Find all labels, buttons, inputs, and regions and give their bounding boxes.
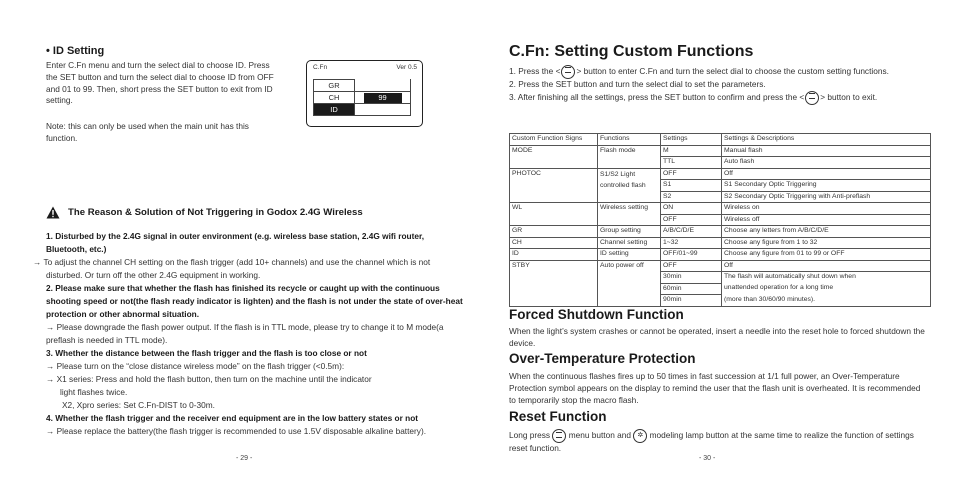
- table-cell-function: Auto power off: [598, 260, 661, 306]
- table-header-row: [510, 134, 931, 146]
- screen-version: Ver 0.5: [396, 64, 417, 71]
- table-cell-setting: 60min: [661, 283, 722, 295]
- table-cell-setting: 30min: [661, 272, 722, 284]
- table-cell-description: The flash will automatically shut down when: [722, 272, 931, 284]
- cfn-step-1-b: > button to enter C.Fn and turn the select dial to choose the custom setting functions.: [576, 66, 889, 77]
- reason-1-text: → To adjust the channel CH setting on the flash trigger (add 10+ channels) and use the channel which is not disturbed. Or turn off the other 2.4G equipment in working.: [33, 257, 431, 280]
- reason-3-text-1: → Please turn on the “close distance wireless mode” on the flash trigger (<0.5m):: [46, 361, 345, 371]
- lcd-screen-illustration: [306, 60, 423, 127]
- warning-triangle-icon: [46, 206, 60, 219]
- reason-3-title: 3. Whether the distance between the flash trigger and the flash is too close or not: [46, 348, 367, 358]
- screen-label-ch: CH: [314, 92, 355, 104]
- page-number-left: - 29 -: [236, 455, 253, 462]
- table-cell-sign: GR: [510, 226, 598, 238]
- table-row: [510, 145, 931, 157]
- warning-heading: [46, 206, 363, 219]
- forced-shutdown-title: Forced Shutdown Function: [509, 307, 684, 322]
- cfn-step-3-b: > button to exit.: [820, 91, 878, 102]
- table-cell-description: Off: [722, 168, 931, 180]
- table-row: [510, 237, 931, 249]
- table-cell-description: Auto flash: [722, 157, 931, 169]
- table-cell-setting: OFF: [661, 214, 722, 226]
- cfn-step-3: [509, 91, 929, 105]
- table-cell-setting: S1: [661, 180, 722, 192]
- table-cell-sign: MODE: [510, 145, 598, 168]
- cfn-instructions: [509, 65, 929, 105]
- screen-value-ch: [355, 92, 411, 104]
- custom-function-table: [509, 133, 931, 307]
- screen-label-gr: GR: [314, 80, 355, 92]
- table-cell-function: Wireless setting: [598, 203, 661, 226]
- table-cell-setting: 90min: [661, 295, 722, 307]
- table-cell-setting: M: [661, 145, 722, 157]
- table-cell-setting: A/B/C/D/E: [661, 226, 722, 238]
- table-cell-function: Group setting: [598, 226, 661, 238]
- table-row: [510, 226, 931, 238]
- reset-function-body: [509, 429, 929, 455]
- screen-value-gr: [355, 80, 411, 92]
- screen-value-id: [355, 104, 411, 116]
- menu-button-icon: [561, 65, 575, 79]
- table-cell-setting: 1~32: [661, 237, 722, 249]
- table-header-cell: Settings & Descriptions: [722, 134, 931, 146]
- table-cell-description: S2 Secondary Optic Triggering with Anti-preflash: [722, 191, 931, 203]
- reason-2-text: → Please downgrade the flash power output. If the flash is in TTL mode, please try to change it to M mode(a preflash is needed in TTL mode).: [46, 322, 444, 345]
- cfn-title: C.Fn: Setting Custom Functions: [509, 43, 754, 60]
- table-cell-function: S1/S2 Light controlled flash: [598, 168, 661, 203]
- table-cell-setting: TTL: [661, 157, 722, 169]
- id-setting-title: • ID Setting: [46, 45, 105, 57]
- id-setting-note: Note: this can only be used when the main unit has this function.: [46, 121, 249, 143]
- table-cell-function: ID setting: [598, 249, 661, 261]
- table-row: [510, 249, 931, 261]
- table-cell-description: (more than 30/60/90 minutes).: [722, 295, 931, 307]
- menu-button-icon: [805, 91, 819, 105]
- cfn-step-1-a: 1. Press the <: [509, 66, 561, 77]
- reasons-list: [33, 230, 466, 438]
- right-page: [477, 0, 954, 491]
- screen-menu: [313, 79, 411, 116]
- table-header-cell: Settings: [661, 134, 722, 146]
- table-cell-sign: STBY: [510, 260, 598, 306]
- reset-function-title: Reset Function: [509, 409, 607, 424]
- reason-3-text-2: → X1 series: Press and hold the flash button, then turn on the machine until the indicator: [46, 374, 372, 384]
- over-temperature-body: When the continuous flashes fires up to 50 times in fast succession at 1/1 full power, an Over-Temperature Protection symbol appears on the display to remind the user that the flash unit is overheated. It is recommended to temporarily stop the macro flash.: [509, 371, 921, 405]
- screen-label-id: ID: [314, 104, 355, 116]
- reason-3-text-3: light flashes twice.: [60, 387, 128, 397]
- cfn-step-3-a: 3. After finishing all the settings, press the SET button to confirm and press the <: [509, 91, 805, 102]
- table-cell-description: Choose any letters from A/B/C/D/E: [722, 226, 931, 238]
- cfn-step-2: 2. Press the SET button and turn the select dial to set the parameters.: [509, 79, 766, 89]
- table-cell-sign: WL: [510, 203, 598, 226]
- table-cell-description: S1 Secondary Optic Triggering: [722, 180, 931, 192]
- reset-text-b: menu button and: [568, 430, 631, 441]
- table-cell-sign: ID: [510, 249, 598, 261]
- menu-button-icon: [552, 429, 566, 443]
- table-cell-description: Manual flash: [722, 145, 931, 157]
- warning-title: The Reason & Solution of Not Triggering in Godox 2.4G Wireless: [68, 207, 363, 218]
- screen-row-ch: [314, 92, 411, 104]
- table-row: [510, 168, 931, 180]
- id-setting-body: Enter C.Fn menu and turn the select dial to choose ID. Press the SET button and turn the select dial to choose ID from OFF and 01 to 99. Then, short press the SET button to exit from ID setting.: [46, 60, 274, 106]
- reason-4-text: → Please replace the battery(the flash trigger is recommended to use 1.5V disposable alkaline battery).: [46, 426, 427, 436]
- reason-4-title: 4. Whether the flash trigger and the receiver end equipment are in the low battery states or not: [46, 413, 419, 423]
- table-row: [510, 203, 931, 215]
- table-cell-setting: ON: [661, 203, 722, 215]
- table-cell-description: Wireless on: [722, 203, 931, 215]
- table-cell-function: Flash mode: [598, 145, 661, 168]
- table-cell-description: Off: [722, 260, 931, 272]
- reason-3-text-4: X2, Xpro series: Set C.Fn-DIST to 0-30m.: [62, 400, 215, 410]
- table-cell-description: Choose any figure from 1 to 32: [722, 237, 931, 249]
- screen-row-gr: [314, 80, 411, 92]
- table-cell-description: Choose any figure from 01 to 99 or OFF: [722, 249, 931, 261]
- reason-2-title: 2. Please make sure that whether the flash has finished its recycle or caught up with the continuous shooting speed or not(the flash ready indicator is lighten) and the flash is not under the state of over-heat protection or other abnormal situation.: [46, 283, 463, 319]
- table-cell-sign: CH: [510, 237, 598, 249]
- table-header-cell: Custom Function Signs: [510, 134, 598, 146]
- table-cell-setting: S2: [661, 191, 722, 203]
- forced-shutdown-body: When the light’s system crashes or cannot be operated, insert a needle into the reset hole to forced shutdown the device.: [509, 326, 925, 348]
- cfn-step-1: [509, 65, 929, 79]
- over-temperature-title: Over-Temperature Protection: [509, 351, 696, 366]
- table-cell-setting: OFF: [661, 260, 722, 272]
- screen-cfn-label: C.Fn: [313, 64, 328, 71]
- reset-text-c: modeling lamp button at the same time to realize the function of settings reset function.: [509, 430, 914, 453]
- table-cell-setting: OFF/01~99: [661, 249, 722, 261]
- table-cell-function: Channel setting: [598, 237, 661, 249]
- table-row: [510, 260, 931, 272]
- table-header-cell: Functions: [598, 134, 661, 146]
- table-cell-description: unattended operation for a long time: [722, 283, 931, 295]
- reason-1-title: 1. Disturbed by the 2.4G signal in outer environment (e.g. wireless base station, 2.4G wifi router, Bluetooth, etc.): [46, 231, 425, 254]
- screen-row-id: [314, 104, 411, 116]
- table-cell-description: Wireless off: [722, 214, 931, 226]
- table-cell-setting: OFF: [661, 168, 722, 180]
- table-cell-sign: PHOTOC: [510, 168, 598, 203]
- screen-value-ch-text: 99: [364, 93, 402, 103]
- page-number-right: - 30 -: [699, 455, 716, 462]
- reset-text-a: Long press: [509, 430, 551, 441]
- modeling-lamp-icon: ✲: [633, 429, 647, 443]
